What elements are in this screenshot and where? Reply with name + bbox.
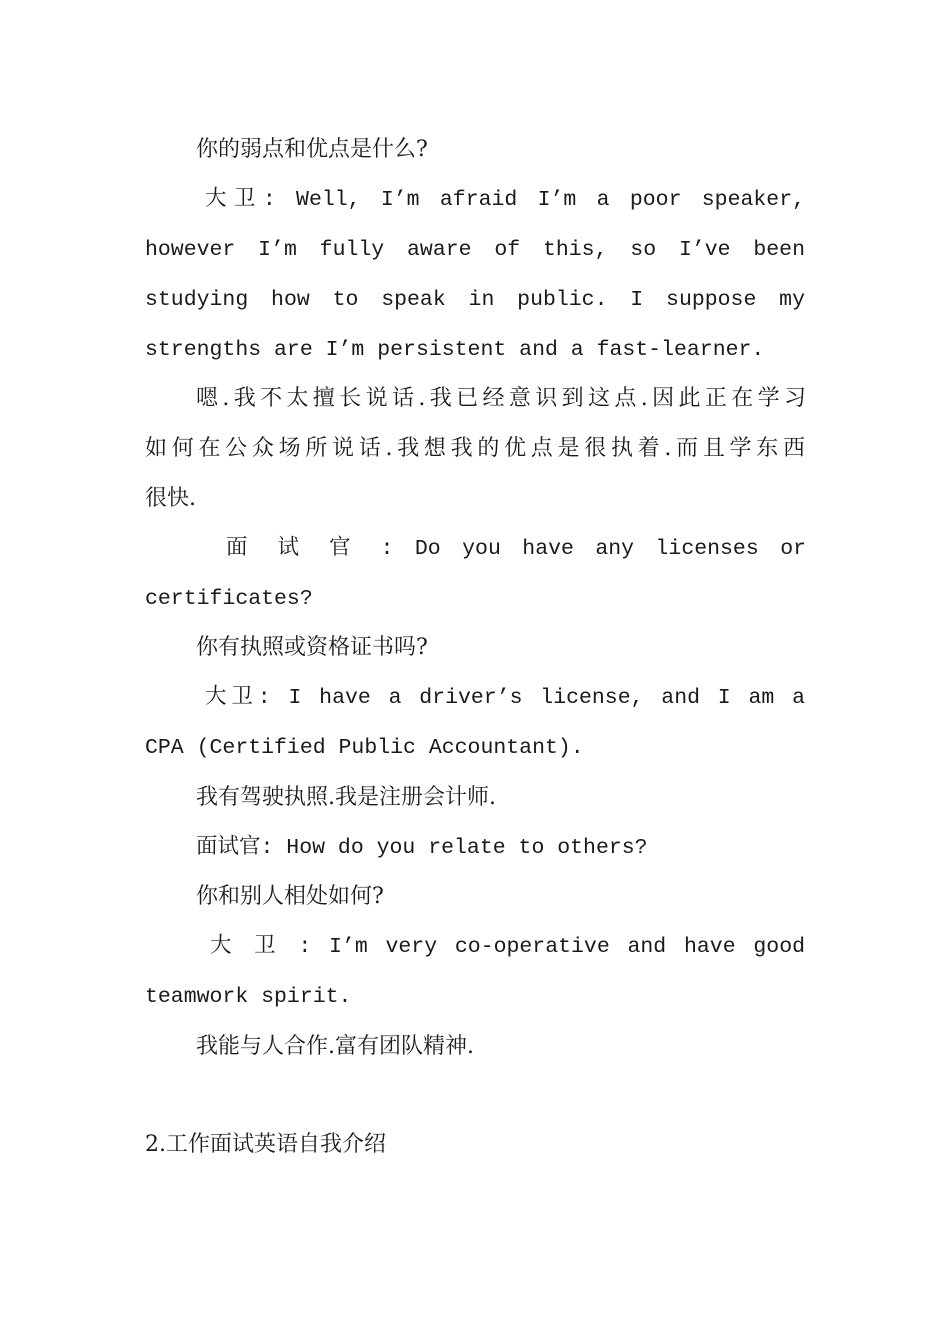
relate-answer-zh: 我能与人合作.富有团队精神.	[196, 1034, 474, 1059]
david-answer-line-1: 大卫: Well, I’m afraid I’m a poor speaker,	[205, 188, 805, 212]
david-answer-line-2: however I’m fully aware of this, so I’ve been	[145, 238, 805, 262]
interviewer-question-licenses-line-1: 面 试 官 : Do you have any licenses or	[226, 537, 806, 561]
answer-translation-line-3: 很快.	[145, 486, 196, 511]
interviewer-question-licenses-line-2: certificates?	[145, 587, 313, 611]
david-answer-line-3: studying how to speak in public. I suppose my	[145, 288, 805, 312]
answer-translation-line-1: 嗯.我不太擅长说话.我已经意识到这点.因此正在学习	[196, 386, 806, 411]
answer-translation-line-2: 如何在公众场所说话.我想我的优点是很执着.而且学东西	[145, 436, 805, 461]
section-heading-self-introduction: 2.工作面试英语自我介绍	[145, 1132, 386, 1157]
relate-question-zh: 你和别人相处如何?	[196, 884, 384, 909]
interviewer-question-relate: 面试官: How do you relate to others?	[196, 836, 648, 860]
licenses-answer-zh: 我有驾驶执照.我是注册会计师.	[196, 785, 496, 810]
david-licenses-answer-line-2: CPA (Certified Public Accountant).	[145, 736, 584, 760]
david-answer-line-4: strengths are I’m persistent and a fast-learner.	[145, 338, 765, 362]
david-licenses-answer-line-1: 大卫: I have a driver’s license, and I am a	[205, 686, 805, 710]
licenses-question-zh: 你有执照或资格证书吗?	[196, 635, 428, 660]
david-relate-answer-line-2: teamwork spirit.	[145, 985, 352, 1009]
question-weakness-strength-zh: 你的弱点和优点是什么?	[196, 137, 428, 162]
david-relate-answer-line-1: 大 卫 : I’m very co-operative and have good	[210, 935, 805, 959]
